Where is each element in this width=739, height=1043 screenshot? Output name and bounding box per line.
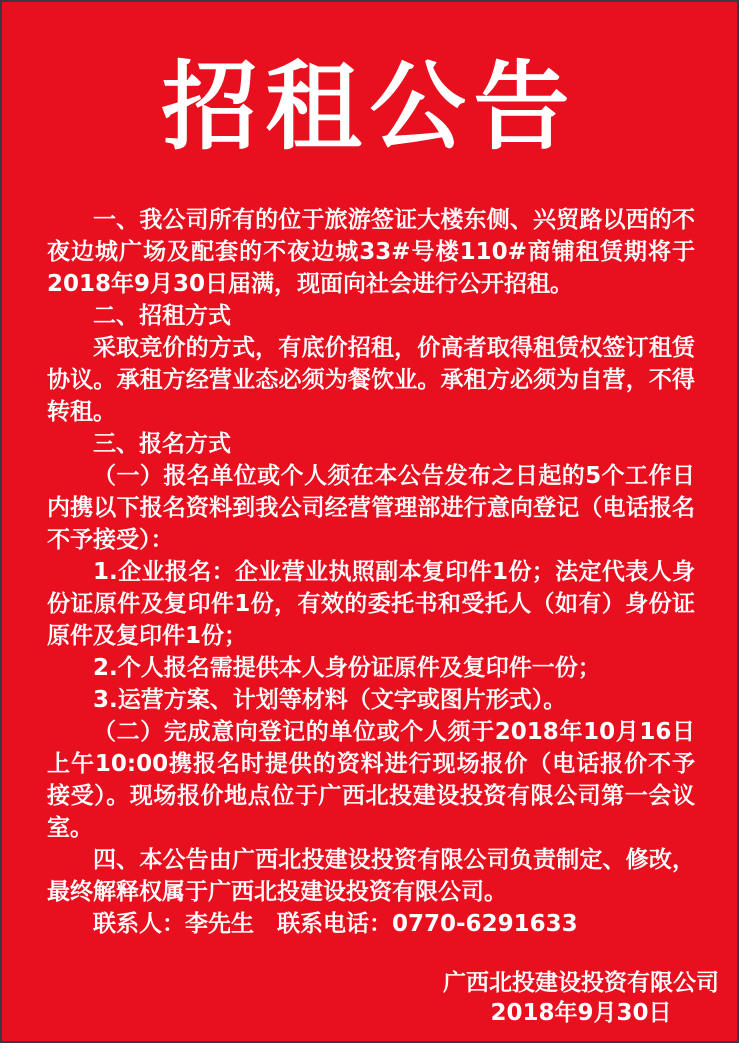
body-paragraph-5: （一）报名单位或个人须在本公告发布之日起的5个工作日内携以下报名资料到我公司经营管理部进行意向登记（电话报名不予接受）： (47, 463, 695, 554)
body-paragraph-1: 一、我公司所有的位于旅游签证大楼东侧、兴贸路以西的不夜边城广场及配套的不夜边城33#号楼110#商铺租赁期将于2018年9月30日届满，现面向社会进行公开招租。 (47, 207, 695, 298)
body-paragraph-3: 采取竞价的方式，有底价招租，价高者取得租赁权签订租赁协议。承租方经营业态必须为餐饮业。承租方必须为自营，不得转租。 (47, 335, 695, 426)
body-paragraph-7: 2.个人报名需提供本人身份证原件及复印件一份； (93, 655, 601, 682)
poster-title: 招租公告 (161, 50, 578, 163)
signature-block (2, 968, 719, 1028)
notice-body (47, 204, 695, 940)
signature-inner (443, 968, 719, 1028)
signature-company: 广西北投建设投资有限公司 (443, 970, 719, 997)
section-heading-rental-method: 二、招租方式 (93, 303, 231, 330)
body-paragraph-9: （二）完成意向登记的单位或个人须于2018年10月16日上午10:00携报名时提供的资料进行现场报价（电话报价不予接受）。现场报价地点位于广西北投建设投资有限公司第一会议室。 (47, 719, 695, 842)
body-paragraph-8: 3.运营方案、计划等材料（文字或图片形式）。 (93, 687, 567, 714)
body-paragraph-6: 1.企业报名：企业营业执照副本复印件1份；法定代表人身份证原件及复印件1份，有效的委托书和受托人（如有）身份证原件及复印件1份； (47, 559, 695, 650)
contact-line: 联系人：李先生 联系电话：0770-6291633 (93, 911, 578, 938)
body-paragraph-10: 四、本公告由广西北投建设投资有限公司负责制定、修改，最终解释权属于广西北投建设投资有限公司。 (47, 847, 695, 906)
section-heading-registration: 三、报名方式 (93, 431, 231, 458)
signature-date: 2018年9月30日 (490, 1000, 672, 1027)
